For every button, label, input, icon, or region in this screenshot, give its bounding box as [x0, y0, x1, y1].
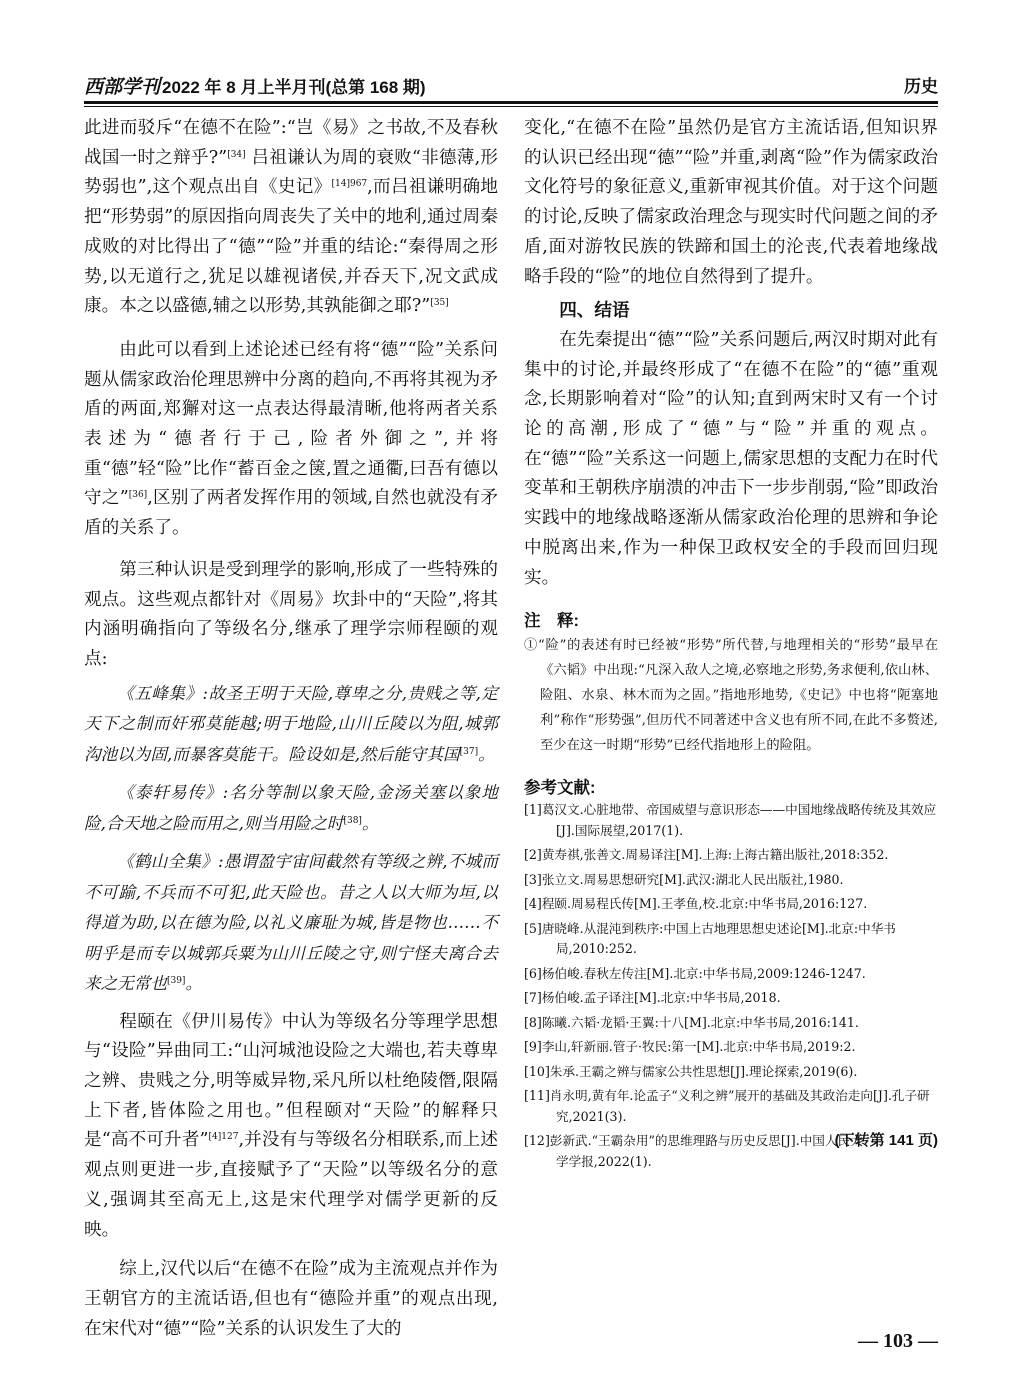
left-column [84, 114, 498, 1344]
quotation: 《泰轩易传》:名分等制以象天险,金汤关塞以象地险,合天地之险而用之,则当用险之时[38]。 [84, 783, 498, 833]
journal-logo: 西部学刊 [84, 76, 161, 98]
paragraph: 程颐在《伊川易传》中认为等级名分等理学思想与“设险”异曲同工:“山河城池设险之大端也,若夫尊卑之辨、贵贱之分,明等威异物,采凡所以杜绝陵僭,限隔上下者,皆体险之用也。”但程颐对“天险”的解释只是“高不可升者”$^{[4]127}$,并没有与等级名分相联系,而上述观点则更进一步,直接赋予了“天险”以等级名分的意义,强调其至高无上,这是宋代理学对儒学更新的反映。 [84, 1011, 498, 1240]
journal-title [84, 72, 426, 99]
reference-list [524, 800, 938, 1172]
reference-item: [5]唐晓峰.从混沌到秩序:中国上古地理思想史述论[M].北京:中华书局,2010:252. [524, 920, 896, 957]
reference-item: [7]杨伯峻.孟子译注[M].北京:中华书局,2018. [524, 990, 781, 1006]
paragraph: 第三种认识是受到理学的影响,形成了一些特殊的观点。这些观点都针对《周易》坎卦中的“天险”,将其内涵明确指向了等级名分,继承了理学宗师程颐的观点: [84, 559, 498, 669]
header-rule-thick [84, 101, 938, 104]
reference-item: [8]陈曦.六韬·龙韬·王翼:十八[M].北京:中华书局,2016:141. [524, 1014, 859, 1030]
reference-item: [9]李山,轩新丽.管子·牧民:第一[M].北京:中华书局,2019:2. [524, 1039, 856, 1055]
section-heading: 四、结语 [559, 300, 630, 321]
paragraph: 综上,汉代以后“在德不在险”成为主流观点并作为王朝官方的主流话语,但也有“德险并重”的观点出现,在宋代对“德”“险”关系的认识发生了大的 [84, 1259, 498, 1339]
reference-item: [3]张立文.周易思想研究[M].武汉:湖北人民出版社,1980. [524, 871, 844, 887]
paragraph: 在先秦提出“德”“险”关系问题后,两汉时期对此有集中的讨论,并最终形成了“在德不在险”的“德”重观念,长期影响着对“险”的认知;直到两宋时又有一个讨论的高潮,形成了“德”与“险”并重的观点。在“德”“险”关系这一问题上,儒家思想的支配力在时代变革和王朝秩序崩溃的冲击下一步步削弱,“险”即政治实践中的地缘战略逐渐从儒家政治伦理的思辨和争论中脱离出来,作为一种保卫政权安全的手段而回归现实。 [524, 329, 938, 588]
reference-item: [1]葛汉文.心脏地带、帝国威望与意识形态——中国地缘战略传统及其效应[J].国际展望,2017(1). [524, 802, 937, 838]
header-rule-thin [84, 106, 938, 107]
notes-title: 注 释: [524, 612, 579, 631]
issue-info: 2022 年 8 月上半月刊(总第 168 期) [162, 78, 426, 97]
right-column [524, 114, 938, 1176]
reference-item: (下转第 141 页) [12]彭新武.“王霸杂用”的思维理路与历史反思[J].中国人民大学学报,2022(1). [524, 1132, 938, 1169]
paragraph: 此进而驳斥“在德不在险”:“岂《易》之书故,不及春秋战国一时之辩乎?”[34] 吕祖谦认为周的衰败“非德薄,形势弱也”,这个观点出自《史记》$^{[14]967}$,而吕祖谦明确地把“形势弱”的原因指向周丧失了关中的地利,通过周秦成败的对比得出了“德”“险”并重的结论:“秦得周之形势,以无道行之,犹足以雄视诸侯,并吞天下,况文武成康。本之以盛德,辅之以形势,其孰能御之耶?”[35] [84, 118, 498, 317]
reference-item: [4]程颐.周易程氏传[M].王孝鱼,校.北京:中华书局,2016:127. [524, 896, 868, 912]
page-number: — 103 — [858, 1330, 938, 1352]
reference-item: [10]朱承.王霸之辨与儒家公共性思想[J].理论探索,2019(6). [524, 1063, 858, 1079]
paragraph: 由此可以看到上述论述已经有将“德”“险”关系问题从儒家政治伦理思辨中分离的趋向,不再将其视为矛盾的两面,郑獬对这一点表达得最清晰,他将两者关系表述为“德者行于己,险者外御之”,并将重“德”轻“险”比作“蓄百金之箧,置之通衢,曰吾有德以守之”[36],区别了两者发挥作用的领域,自然也就没有矛盾的关系了。 [84, 339, 498, 539]
references-title: 参考文献: [524, 779, 596, 798]
quotation: 《鹤山全集》:愚谓盈宇宙间截然有等级之辨,不城而不可踰,不兵而不可犯,此天险也。昔之人以大师为垣,以得道为助,以在德为险,以礼义廉耻为城,皆是物也……不明乎是而专以城郭兵粟为山川丘陵之守,则宁怪夫离合去来之无常也[39]。 [84, 852, 498, 994]
continued-note: (下转第 141 页) [834, 1132, 938, 1150]
paragraph: 变化,“在德不在险”虽然仍是官方主流话语,但知识界的认识已经出现“德”“险”并重,剥离“险”作为儒家政治文化符号的象征意义,重新审视其价值。对于这个问题的讨论,反映了儒家政治理念与现实时代问题之间的矛盾,面对游牧民族的铁蹄和国土的沦丧,代表着地缘战略手段的“险”的地位自然得到了提升。 [524, 118, 938, 287]
section-name: 历史 [904, 77, 938, 96]
reference-item: [11]肖永明,黄有年.论孟子“义利之辨”展开的基础及其政治走向[J].孔子研究,2021(3). [524, 1088, 930, 1124]
running-header [84, 66, 938, 100]
quotation: 《五峰集》:故圣王明于天险,尊卑之分,贵贱之等,定天下之制而奸邪莫能越;明于地险,山川丘陵以为阻,城郭沟池以为固,而暴客莫能干。险设如是,然后能守其国[37]。 [84, 683, 498, 764]
reference-item: [6]杨伯峻.春秋左传注[M].北京:中华书局,2009:1246-1247. [524, 965, 866, 981]
note: ①“险”的表述有时已经被“形势”所代替,与地理相关的“形势”最早在《六韬》中出现:“凡深入敌人之境,必察地之形势,务求便利,依山林、险阻、水泉、林木而为之固。”指地形地势,《史记》中也将“阨塞地利”称作“形势强”,但历代不同著述中含义也有所不同,在此不多赘述,至少在这一时期“形势”已经代指地形上的险阻。 [524, 638, 938, 754]
reference-item: [2]黄寿祺,张善文.周易译注[M].上海:上海古籍出版社,2018:352. [524, 847, 889, 863]
